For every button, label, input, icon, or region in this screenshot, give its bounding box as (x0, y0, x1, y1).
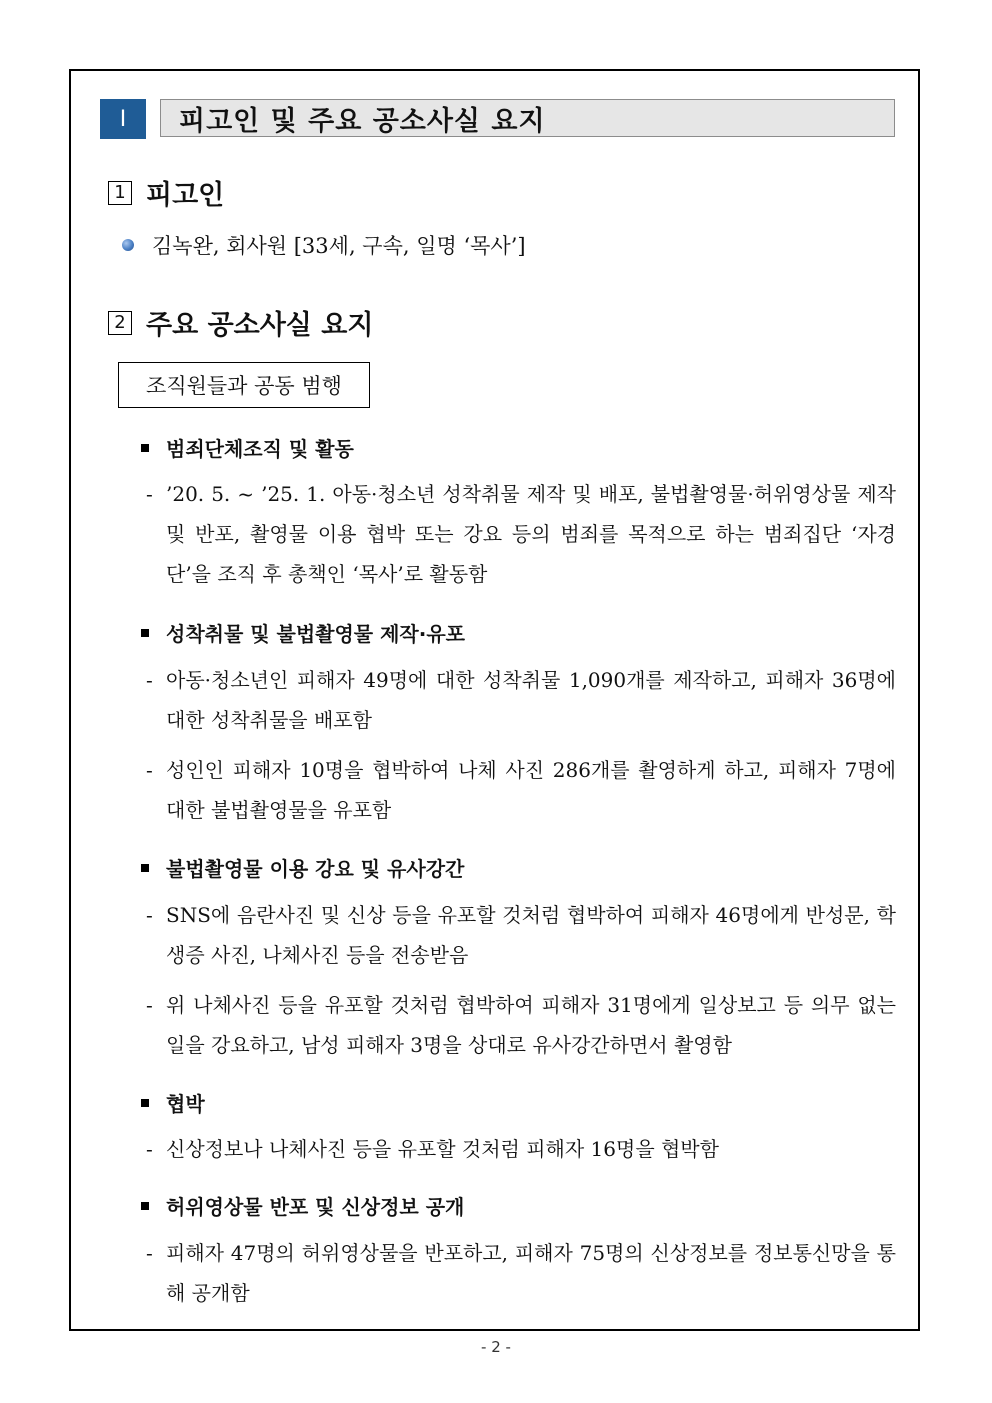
fact-detail-text: ’20. 5. ~ ’25. 1. 아동·청소년 성착취물 제작 및 배포, 불법촬영물·허위영상물 제작 및 반포, 촬영물 이용 협박 또는 강요 등의 범죄를 목적으로 하는 범죄집단 ‘자경단’을 조직 후 총책인 ‘목사’로 활동함 (166, 482, 896, 586)
section-header (100, 99, 895, 139)
heading-title: 피고인 (146, 180, 225, 211)
defendant-text: 김녹완, 회사원 [33세, 구속, 일명 ‘목사’] (152, 234, 526, 258)
facts-heading (108, 303, 373, 342)
fact-detail-text: 성인인 피해자 10명을 협박하여 나체 사진 286개를 촬영하게 하고, 피해자 7명에 대한 불법촬영물을 유포함 (166, 758, 896, 822)
square-bullet-icon (141, 1202, 149, 1210)
fact-detail (146, 1233, 896, 1313)
square-bullet-icon (141, 629, 149, 637)
fact-detail (146, 474, 896, 594)
fact-detail-text: 아동·청소년인 피해자 49명에 대한 성착취물 1,090개를 제작하고, 피해자 36명에 대한 성착취물을 배포함 (166, 668, 896, 732)
heading-number-box: 2 (108, 311, 132, 335)
section-number: Ⅰ (100, 99, 146, 139)
fact-item-title: 허위영상물 반포 및 신상정보 공개 (166, 1195, 465, 1219)
fact-item-title: 불법촬영물 이용 강요 및 유사강간 (166, 857, 465, 881)
fact-detail (146, 660, 896, 740)
fact-item (141, 853, 464, 882)
dash-marker: - (146, 903, 153, 927)
round-bullet-icon (122, 239, 134, 251)
fact-detail (146, 985, 896, 1065)
section-title: 피고인 및 주요 공소사실 요지 (160, 99, 895, 137)
heading-title: 주요 공소사실 요지 (146, 310, 374, 341)
fact-detail-text: SNS에 음란사진 및 신상 등을 유포할 것처럼 협박하여 피해자 46명에게 반성문, 학생증 사진, 나체사진 등을 전송받음 (166, 903, 896, 967)
dash-marker: - (146, 1137, 153, 1161)
fact-item (141, 433, 354, 462)
fact-item-title: 성착취물 및 불법촬영물 제작·유포 (166, 622, 465, 646)
dash-marker: - (146, 993, 153, 1017)
fact-item (141, 1088, 205, 1117)
fact-item-title: 범죄단체조직 및 활동 (166, 437, 354, 461)
square-bullet-icon (141, 1099, 149, 1107)
dash-marker: - (146, 1241, 153, 1265)
defendant-info (122, 230, 526, 260)
square-bullet-icon (141, 444, 149, 452)
dash-marker: - (146, 758, 153, 782)
fact-detail (146, 750, 896, 830)
dash-marker: - (146, 668, 153, 692)
fact-item (141, 618, 465, 647)
boxed-label: 조직원들과 공동 범행 (118, 362, 370, 408)
page-number: - 2 - (481, 1338, 511, 1356)
fact-detail-text: 피해자 47명의 허위영상물을 반포하고, 피해자 75명의 신상정보를 정보통신망을 통해 공개함 (166, 1241, 896, 1305)
heading-number-box: 1 (108, 181, 132, 205)
dash-marker: - (146, 482, 153, 506)
defendant-heading (108, 173, 224, 212)
fact-detail (146, 895, 896, 975)
fact-detail-text: 위 나체사진 등을 유포할 것처럼 협박하여 피해자 31명에게 일상보고 등 의무 없는 일을 강요하고, 남성 피해자 3명을 상대로 유사강간하면서 촬영함 (166, 993, 896, 1057)
fact-detail-text: 신상정보나 나체사진 등을 유포할 것처럼 피해자 16명을 협박함 (166, 1137, 719, 1161)
fact-detail (146, 1129, 896, 1169)
square-bullet-icon (141, 864, 149, 872)
fact-item-title: 협박 (166, 1092, 205, 1116)
fact-item (141, 1191, 464, 1220)
